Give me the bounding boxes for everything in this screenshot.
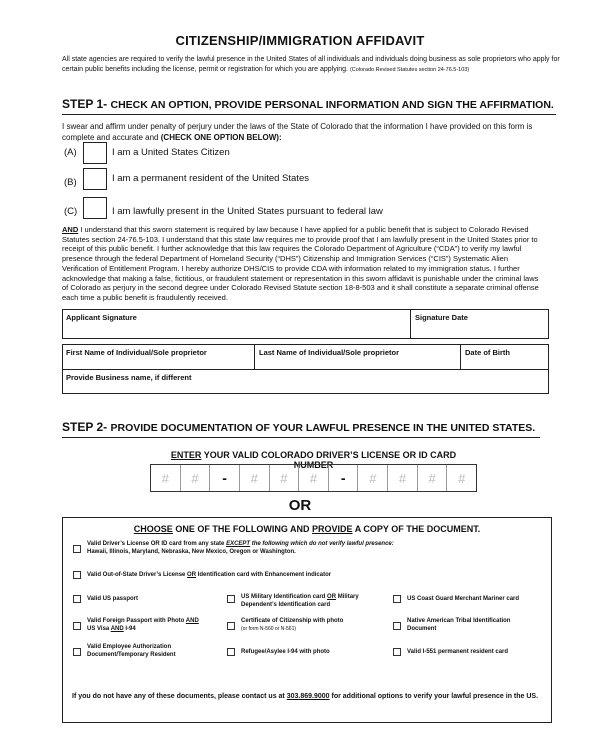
signature-date-label: Signature Date	[415, 313, 468, 322]
intro-text	[62, 55, 562, 75]
dl-cell[interactable]: #	[151, 465, 181, 491]
doc-oos-text: Valid Out-of-State Driver’s License	[87, 572, 186, 578]
doc-military	[241, 593, 381, 609]
step1-text: CHECK AN OPTION, PROVIDE PERSONAL INFORMATION AND SIGN THE AFFIRMATION.	[110, 99, 554, 111]
doc-oos-rest: Identification card with Enhancement indicator	[197, 572, 332, 578]
doc-dl-except: EXCEPT	[226, 541, 251, 547]
option-c-checkbox[interactable]	[83, 197, 107, 219]
swear-text	[62, 122, 542, 143]
doc-tribal: Native American Tribal Identification Document	[407, 618, 511, 632]
doc-passport: Valid US passport	[87, 596, 139, 602]
intro-body: All state agencies are required to verify the lawful presence in the United States of all individuals and individuals doing business as sole proprietors who apply for certain public benefits including the license, permit or registration for which you are applying.	[62, 56, 560, 73]
option-a-checkbox[interactable]	[83, 142, 107, 164]
intro-statute: (Colorado Revised Statutes section 24-76.5-103)	[349, 67, 470, 73]
step1-label: STEP 1-	[62, 97, 108, 111]
choose-2: ONE OF THE FOLLOWING AND	[175, 524, 310, 534]
doc-citizenship-form: (or form N-560 or N-561)	[241, 626, 297, 632]
doc-refugee: Refugee/Asylee I-94 with photo	[241, 649, 330, 655]
doc-military-or: OR	[327, 594, 337, 600]
dl-dash: -	[210, 465, 240, 491]
option-b-letter: (B)	[64, 177, 77, 188]
swear-body: I swear and affirm under penalty of perjury under the laws of the State of Colorado that the information I have provided on this form is complete and accurate and	[62, 122, 533, 142]
dl-cell[interactable]: #	[458, 470, 466, 486]
applicant-signature-field[interactable]	[66, 322, 406, 337]
swear-instruction: (CHECK ONE OPTION BELOW):	[160, 132, 282, 142]
doc-checkbox-passport[interactable]	[73, 595, 81, 603]
name-divider-2	[460, 344, 461, 369]
dl-enter: ENTER	[170, 450, 202, 460]
option-b-checkbox[interactable]	[83, 168, 107, 190]
footer-lead: If you do not have any of these documents, please contact us at	[72, 693, 285, 700]
choose-heading	[62, 524, 552, 534]
name-block-divider	[62, 369, 549, 370]
ack-body: I understand that this sworn statement is required by law because I have applied for a public benefit that is subject to Colorado Revised Statutes section 24-76.5-103. I understand that this state law requires me to provide proof that I am lawfully present in the United States prior to receipt of this public benefit. I further acknowledge that this law requires the Colorado Department of Agriculture (“CDA”) to verify my lawful presence through the federal Department of Homeland Security (“DHS”) Citizenship and Immigration Services (“CIS”) Systematic Alien Verification of Entitlement Program. I hereby authorize DHS/CIS to provide CDA with information related to my immigration status. I further acknowledge that making a false, fictitious, or fraudulent statement or representation in this sworn affidavit is punishable under the criminal laws of Colorado as perjury in the second degree under Colorado Revised Statute section 18-8-503 and it shall constitute a separate criminal offense each time a public benefit is fraudulently received.	[62, 225, 539, 302]
doc-oos	[87, 571, 527, 579]
dl-cell[interactable]: #	[181, 465, 211, 491]
dl-cell[interactable]: #	[299, 465, 329, 491]
doc-and: AND	[110, 626, 124, 632]
doc-citizenship-text: Certificate of Citizenship with photo	[241, 618, 344, 624]
choose-1: CHOOSE	[133, 524, 173, 534]
doc-checkbox-oos[interactable]	[73, 571, 81, 579]
dl-cell[interactable]: #	[240, 465, 270, 491]
name-divider-1	[254, 344, 255, 369]
doc-military-rest: Military Dependent’s Identification card	[241, 594, 359, 608]
first-name-field[interactable]	[66, 357, 251, 368]
doc-checkbox-refugee[interactable]	[227, 648, 235, 656]
step1-heading	[62, 97, 556, 115]
doc-employee: Valid Employee Authorization Document/Temporary Resident	[87, 644, 176, 658]
ack-and: AND	[62, 225, 79, 234]
option-b-text: I am a permanent resident of the United States	[112, 173, 309, 184]
option-a-letter: (A)	[64, 147, 77, 158]
doc-i94: I-94	[125, 626, 136, 632]
footer-phone[interactable]: 303.869.9000	[286, 693, 330, 700]
signature-date-field[interactable]	[415, 322, 545, 337]
doc-checkbox-citizenship[interactable]	[227, 622, 235, 630]
dl-cell[interactable]: #	[418, 465, 448, 491]
doc-checkbox-coast-guard[interactable]	[393, 595, 401, 603]
doc-dl-states: Hawaii, Illinois, Maryland, Nebraska, New Mexico, Oregon or Washington.	[87, 549, 296, 555]
option-c-letter: (C)	[64, 206, 78, 217]
doc-us-visa: US Visa	[87, 626, 110, 632]
or-separator: OR	[288, 497, 312, 514]
doc-checkbox-dl-any[interactable]	[73, 545, 81, 553]
doc-foreign-passport	[87, 617, 222, 633]
dl-number-input[interactable]	[150, 464, 477, 492]
dl-heading-text: YOUR VALID COLORADO DRIVER’S LICENSE OR ID CARD NUMBER	[203, 450, 457, 470]
doc-dl-any-text: Valid Driver’s License OR ID card from any state	[87, 541, 225, 547]
acknowledgement-text	[62, 225, 540, 303]
doc-citizenship	[241, 617, 381, 633]
doc-military-text: US Military Identification card	[241, 594, 326, 600]
signature-divider	[410, 309, 411, 339]
business-name-label: Provide Business name, if different	[66, 373, 192, 382]
dob-label: Date of Birth	[465, 348, 510, 357]
dl-cell[interactable]: #	[358, 465, 388, 491]
choose-4: A COPY OF THE DOCUMENT.	[354, 524, 481, 534]
first-name-label: First Name of Individual/Sole proprietor	[66, 348, 207, 357]
doc-coast-guard: US Coast Guard Merchant Mariner card	[407, 596, 520, 602]
last-name-label: Last Name of Individual/Sole proprietor	[259, 348, 400, 357]
step2-heading	[62, 420, 540, 438]
choose-3: PROVIDE	[312, 524, 353, 534]
doc-dl-any	[87, 540, 527, 556]
doc-oos-or: OR	[187, 572, 197, 578]
dl-cell[interactable]: #	[388, 465, 418, 491]
dob-field[interactable]	[465, 357, 547, 368]
footer-tail: for additional options to verify your lawful presence in the US.	[331, 693, 539, 700]
option-c-text: I am lawfully present in the United States pursuant to federal law	[112, 206, 383, 217]
doc-foreign-and: AND	[185, 618, 199, 624]
footer-note	[72, 693, 547, 700]
doc-foreign-passport-text: Valid Foreign Passport with Photo	[87, 618, 185, 624]
dl-cell[interactable]: #	[270, 465, 300, 491]
doc-i551: Valid I-551 permanent resident card	[407, 649, 509, 655]
step2-text: PROVIDE DOCUMENTATION OF YOUR LAWFUL PRESENCE IN THE UNITED STATES.	[110, 422, 536, 434]
business-name-field[interactable]	[66, 382, 546, 393]
page-title: CITIZENSHIP/IMMIGRATION AFFIDAVIT	[175, 33, 425, 48]
doc-checkbox-employee[interactable]	[73, 648, 81, 656]
last-name-field[interactable]	[259, 357, 457, 368]
doc-checkbox-foreign-passport[interactable]	[73, 622, 81, 630]
applicant-signature-label: Applicant Signature	[66, 313, 137, 322]
step2-label: STEP 2-	[62, 420, 108, 434]
doc-dl-rest: the following which do not verify lawful presence:	[251, 541, 394, 547]
doc-checkbox-tribal[interactable]	[393, 622, 401, 630]
doc-checkbox-military[interactable]	[227, 595, 235, 603]
option-a-text: I am a United States Citizen	[112, 147, 230, 158]
doc-checkbox-i551[interactable]	[393, 648, 401, 656]
dl-dash: -	[329, 465, 359, 491]
